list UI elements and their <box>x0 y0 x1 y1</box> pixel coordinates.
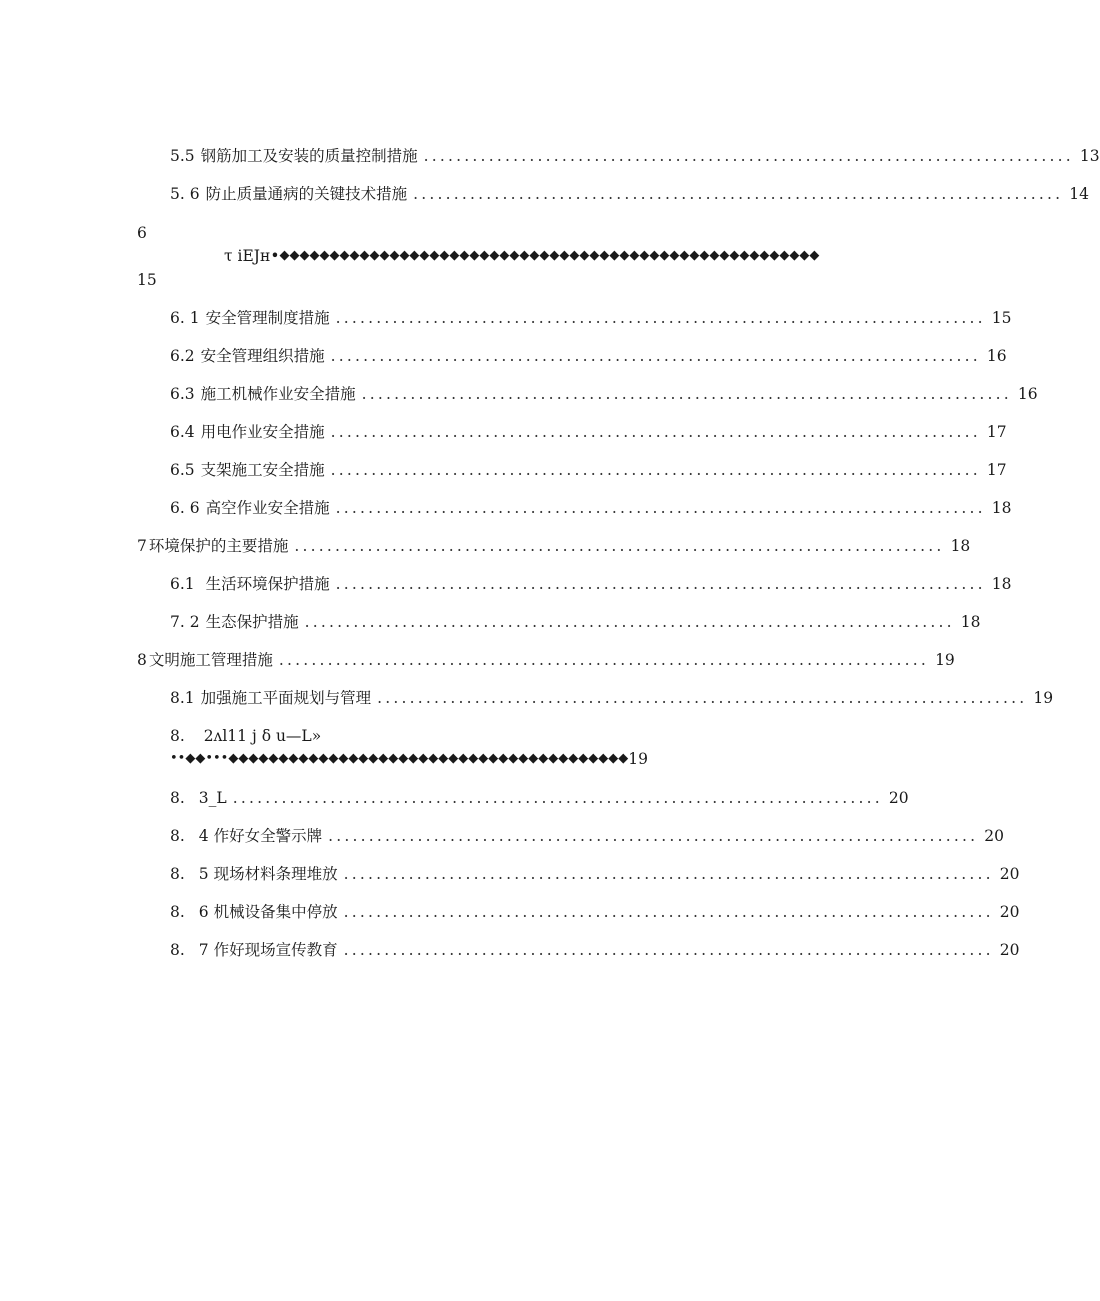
toc-number: 8. <box>170 865 185 883</box>
toc-number: 6.3 <box>170 385 195 403</box>
toc-title: 文明施工管理措施 <box>148 651 273 669</box>
toc-leader-line <box>170 747 648 771</box>
toc-leader-dots: ................................................................................ <box>232 789 883 807</box>
toc-leader-dots: ................................................................................ <box>423 147 1074 165</box>
toc-number: 8 <box>137 651 147 669</box>
toc-number: 6. 1 <box>170 309 200 327</box>
toc-title: 生态保护措施 <box>205 613 299 631</box>
toc-title: 5 现场材料条理堆放 <box>198 865 338 883</box>
toc-page-number: 13 <box>1079 147 1100 165</box>
toc-leader-dots: ................................................................................ <box>343 903 994 921</box>
toc-page-number: 17 <box>986 461 1007 479</box>
toc-leader-dots: ................................................................................ <box>377 689 1028 707</box>
toc-title: 钢筋加工及安装的质量控制措施 <box>200 147 418 165</box>
toc-number: 6.5 <box>170 461 195 479</box>
toc-entry[interactable] <box>170 382 1038 406</box>
toc-page-number: 20 <box>888 789 909 807</box>
toc-number: 8. <box>170 941 185 959</box>
toc-number: 7. 2 <box>170 613 200 631</box>
toc-entry[interactable] <box>170 938 1020 962</box>
toc-page-number: 18 <box>960 613 981 631</box>
toc-page-number: 19 <box>1033 689 1054 707</box>
toc-number: 7 <box>137 537 147 555</box>
toc-leader-dots: ................................................................................ <box>328 827 979 845</box>
toc-number: 8. <box>170 789 185 807</box>
toc-title: 安全管理制度措施 <box>205 309 330 327</box>
toc-title: 6 机械设备集中停放 <box>198 903 338 921</box>
toc-title: 防止质量通病的关键技术措施 <box>205 185 408 203</box>
toc-entry[interactable] <box>170 610 981 634</box>
toc-number: 8. <box>170 903 185 921</box>
toc-entry-garbled[interactable] <box>170 724 321 748</box>
toc-leader-dots: ................................................................................ <box>278 651 930 669</box>
toc-leader-dots: ................................................................................ <box>335 575 986 593</box>
toc-number: 5.5 <box>170 147 195 165</box>
toc-leader-dots: ................................................................................ <box>330 461 981 479</box>
toc-leader-dots: ................................................................................ <box>335 499 986 517</box>
toc-number: 5. 6 <box>170 185 200 203</box>
toc-entry[interactable] <box>170 686 1054 710</box>
toc-entry[interactable] <box>137 648 955 672</box>
toc-entry[interactable] <box>170 824 1004 848</box>
toc-leader-diamonds: ◆◆◆◆◆◆◆◆◆◆◆◆◆◆◆◆◆◆◆◆◆◆◆◆◆◆◆◆◆◆◆◆◆◆◆◆◆◆◆◆ <box>228 751 629 766</box>
toc-entry[interactable] <box>170 786 909 810</box>
toc-number: 6.2 <box>170 347 195 365</box>
toc-title: 7 作好现场宣传教育 <box>198 941 338 959</box>
toc-leader-dots: ................................................................................ <box>343 941 994 959</box>
toc-page-number: 20 <box>999 865 1020 883</box>
toc-entry[interactable] <box>170 862 1020 886</box>
toc-title: 支架施工安全措施 <box>200 461 325 479</box>
toc-leader-dots-mixed: ••◆◆••• <box>170 751 229 766</box>
toc-title: 加强施工平面规划与管理 <box>200 689 372 707</box>
toc-leader-dots: ................................................................................ <box>335 309 986 327</box>
toc-entry[interactable] <box>170 182 1089 206</box>
toc-leader-dots: ................................................................................ <box>304 613 955 631</box>
toc-page-number: 16 <box>1017 385 1038 403</box>
toc-entry[interactable] <box>170 420 1007 444</box>
toc-page-number: 15 <box>991 309 1012 327</box>
toc-entry[interactable] <box>137 534 971 558</box>
toc-entry-garbled[interactable] <box>224 244 820 268</box>
toc-leader-dots: ................................................................................ <box>343 865 994 883</box>
toc-page-number: 20 <box>999 903 1020 921</box>
toc-number: 8.1 <box>170 689 195 707</box>
toc-leader-dots: ................................................................................ <box>330 423 981 441</box>
toc-number: 6.1 <box>170 575 195 593</box>
toc-leader-dots: ................................................................................ <box>330 347 981 365</box>
toc-page-number: 18 <box>991 575 1012 593</box>
toc-page-number: 18 <box>991 499 1012 517</box>
toc-entry[interactable] <box>170 306 1012 330</box>
toc-page-number: 19 <box>935 651 955 669</box>
toc-page-number: 18 <box>950 537 971 555</box>
toc-number: 6.4 <box>170 423 195 441</box>
toc-leader-dots: ................................................................................ <box>413 185 1064 203</box>
toc-leader-diamonds: ◆◆◆◆◆◆◆◆◆◆◆◆◆◆◆◆◆◆◆◆◆◆◆◆◆◆◆◆◆◆◆◆◆◆◆◆◆◆◆◆◆◆◆◆◆◆◆◆◆◆◆◆◆◆ <box>279 248 820 263</box>
toc-number: 6. 6 <box>170 499 200 517</box>
toc-page-number: 20 <box>984 827 1004 845</box>
toc-garbled-title: τ iEJн• <box>224 247 280 265</box>
toc-entry[interactable] <box>170 144 1100 168</box>
toc-leader-dots: ................................................................................ <box>361 385 1012 403</box>
toc-entry[interactable] <box>170 344 1007 368</box>
toc-number: 8. <box>170 827 185 845</box>
toc-entry[interactable] <box>170 496 1012 520</box>
toc-title: 环境保护的主要措施 <box>148 537 289 555</box>
toc-number: 6 <box>137 224 147 242</box>
toc-title: 生活环境保护措施 <box>200 575 330 593</box>
toc-page-number: 14 <box>1069 185 1089 203</box>
toc-number: 8. <box>170 727 185 745</box>
toc-title: 安全管理组织措施 <box>200 347 325 365</box>
toc-title: 高空作业安全措施 <box>205 499 330 517</box>
toc-leader-dots: ................................................................................ <box>294 537 945 555</box>
toc-page-number: 20 <box>999 941 1020 959</box>
toc-entry[interactable] <box>170 900 1020 924</box>
toc-title: 用电作业安全措施 <box>200 423 325 441</box>
toc-title: 施工机械作业安全措施 <box>200 385 356 403</box>
toc-page-number: 16 <box>986 347 1007 365</box>
toc-page-number: 19 <box>628 750 648 768</box>
toc-entry[interactable] <box>170 572 1012 596</box>
toc-garbled-title: 2ʌl11 j δ u—L» <box>203 727 322 745</box>
toc-page-number: 15 <box>137 271 157 289</box>
toc-title: 3_L <box>198 789 227 807</box>
toc-title: 4 作好女全警示牌 <box>198 827 323 845</box>
toc-page-number: 17 <box>986 423 1007 441</box>
toc-entry[interactable] <box>170 458 1007 482</box>
